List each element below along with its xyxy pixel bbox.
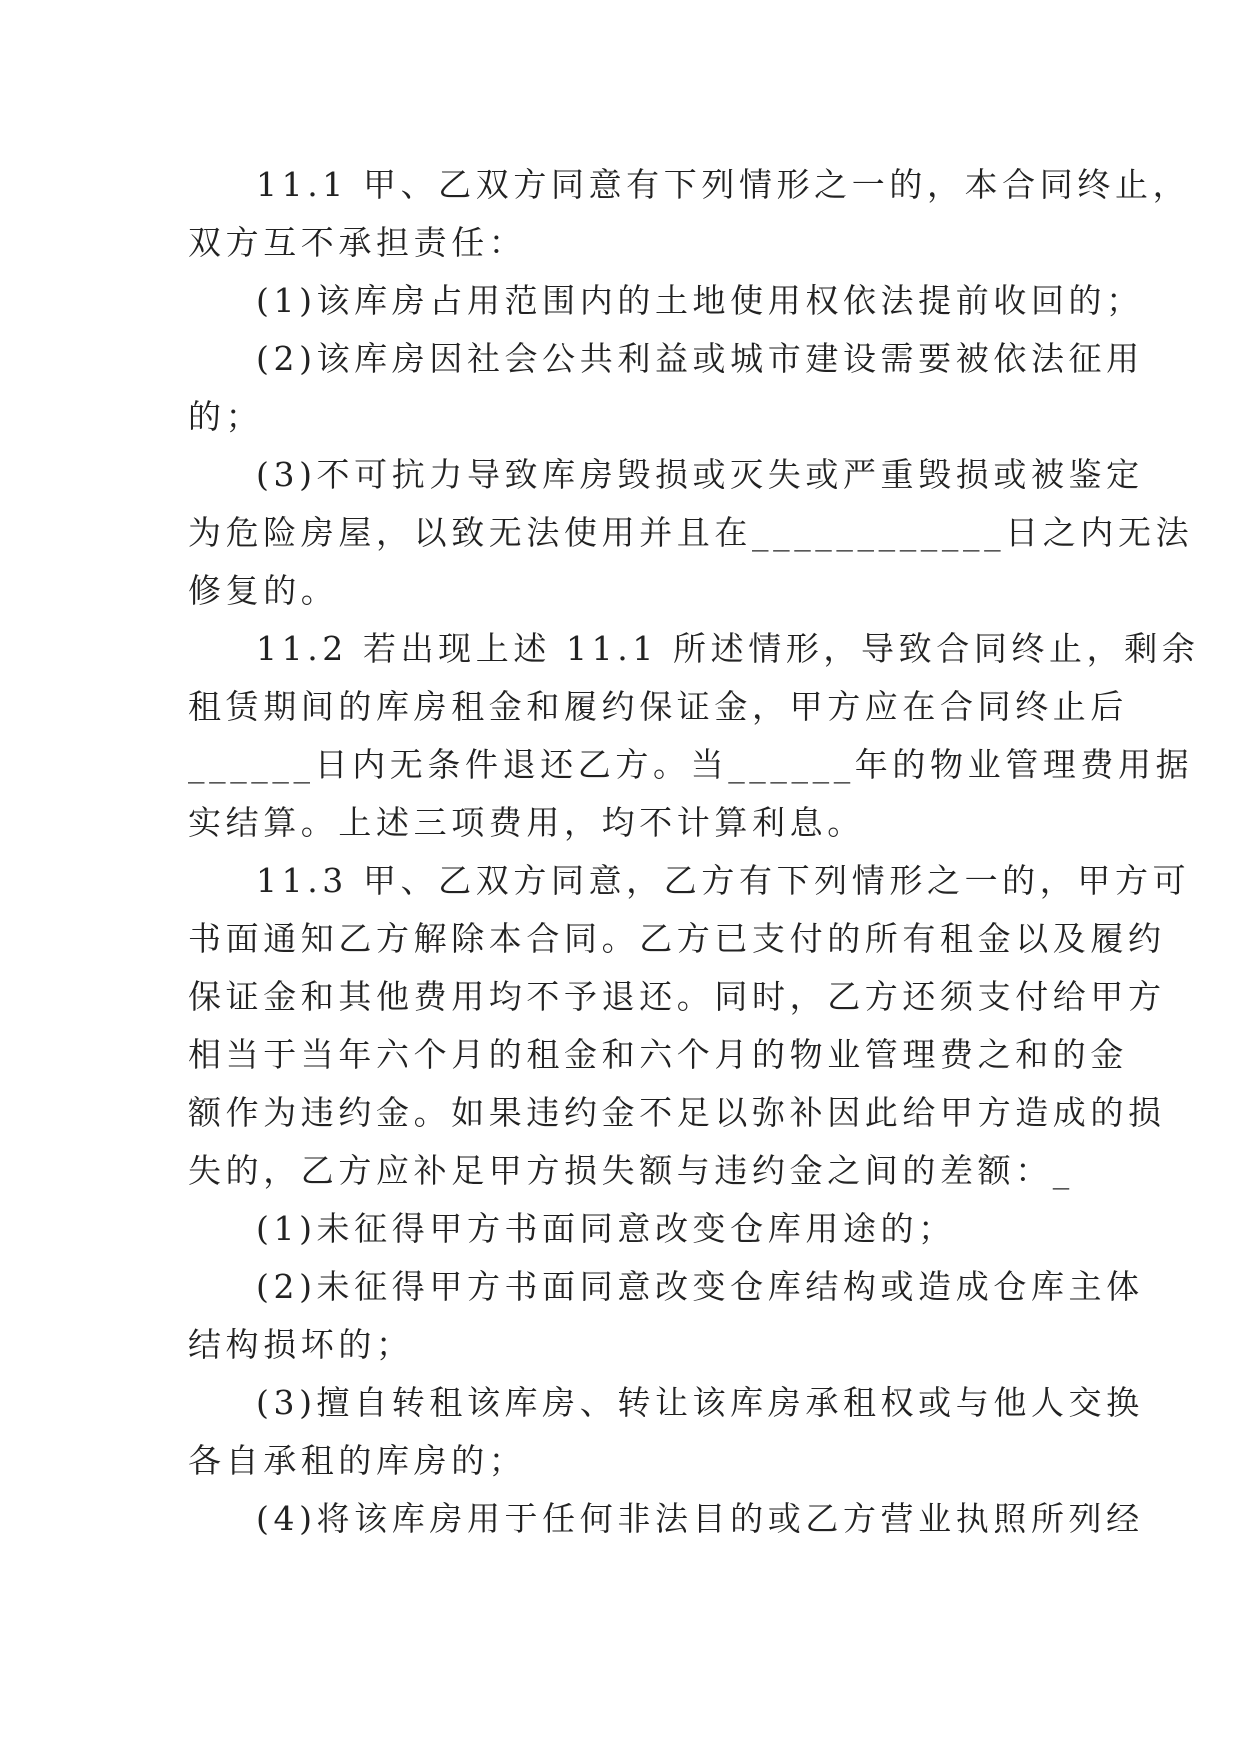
clause-11-3-line-5: 额作为违约金。如果违约金不足以弥补因此给甲方造成的损 — [188, 1093, 1166, 1132]
clause-11-3-item-3-line-2: 各自承租的库房的； — [188, 1441, 527, 1480]
clause-11-2-line-1: 11.2 若出现上述 11.1 所述情形，导致合同终止，剩余 — [256, 629, 1200, 668]
clause-11-2-line-4: 实结算。上述三项费用，均不计算利息。 — [188, 803, 865, 842]
clause-11-3-line-2: 书面通知乙方解除本合同。乙方已支付的所有租金以及履约 — [188, 919, 1166, 958]
clause-11-3-item-4-line-1: (4)将该库房用于任何非法目的或乙方营业执照所列经 — [256, 1499, 1144, 1538]
clause-11-1-line-2: 双方互不承担责任： — [188, 223, 527, 262]
clause-11-3-line-6: 失的，乙方应补足甲方损失额与违约金之间的差额：_ — [188, 1151, 1074, 1190]
clause-11-3-item-1: (1)未征得甲方书面同意改变仓库用途的； — [256, 1209, 956, 1248]
clause-11-1-item-1: (1)该库房占用范围内的土地使用权依法提前收回的； — [256, 281, 1144, 320]
clause-11-1-item-2-line-1: (2)该库房因社会公共利益或城市建设需要被依法征用 — [256, 339, 1144, 378]
clause-11-2-line-3: ______日内无条件退还乙方。当______年的物业管理费用据 — [188, 745, 1194, 784]
clause-11-1-item-2-line-2: 的； — [188, 397, 264, 436]
clause-11-1-item-3-line-1: (3)不可抗力导致库房毁损或灭失或严重毁损或被鉴定 — [256, 455, 1144, 494]
clause-11-3-item-3-line-1: (3)擅自转租该库房、转让该库房承租权或与他人交换 — [256, 1383, 1144, 1422]
clause-11-3-line-1: 11.3 甲、乙双方同意，乙方有下列情形之一的，甲方可 — [256, 861, 1191, 900]
clause-11-2-line-2: 租赁期间的库房租金和履约保证金，甲方应在合同终止后 — [188, 687, 1128, 726]
clause-11-3-line-3: 保证金和其他费用均不予退还。同时，乙方还须支付给甲方 — [188, 977, 1166, 1016]
clause-11-3-item-2-line-1: (2)未征得甲方书面同意改变仓库结构或造成仓库主体 — [256, 1267, 1144, 1306]
clause-11-1-item-3-line-3: 修复的。 — [188, 571, 339, 610]
clause-11-3-item-2-line-2: 结构损坏的； — [188, 1325, 414, 1364]
clause-11-3-line-4: 相当于当年六个月的租金和六个月的物业管理费之和的金 — [188, 1035, 1128, 1074]
clause-11-1-line-1: 11.1 甲、乙双方同意有下列情形之一的，本合同终止， — [256, 165, 1191, 204]
clause-11-1-item-3-line-2: 为危险房屋，以致无法使用并且在____________日之内无法 — [188, 513, 1194, 552]
document-page — [188, 156, 1200, 1548]
